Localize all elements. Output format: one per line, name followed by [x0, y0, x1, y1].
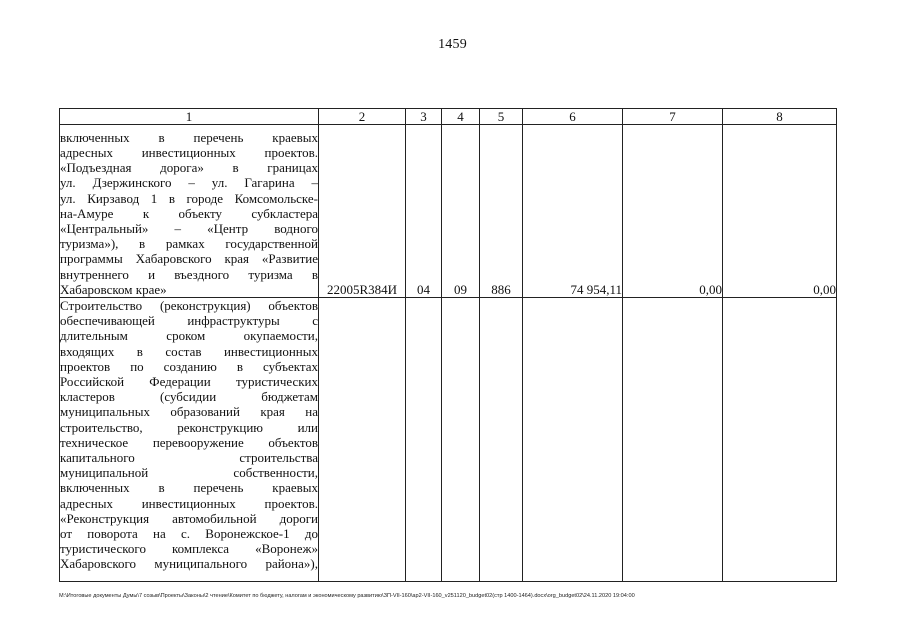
- header-col-2: 2: [319, 109, 406, 125]
- table-row: [60, 298, 837, 582]
- description-line: ул. Дзержинского – ул. Гагарина –: [60, 175, 318, 191]
- description-line: Хабаровского муниципального района»),: [60, 556, 318, 572]
- description-line: адресных инвестиционных проектов.: [60, 495, 318, 511]
- description-line: кластеров (субсидии бюджетам: [60, 389, 318, 405]
- description-line: капитального строительства: [60, 450, 318, 466]
- header-col-1: 1: [60, 109, 319, 125]
- description-line: внутреннего и въездного туризма в: [60, 266, 318, 282]
- description-line: Российской Федерации туристических: [60, 374, 318, 390]
- footer-file-path: M:\Итоговые документы Думы\7 созыв\Проекты\Законы\2 чтение\Комитет по бюджету, налогам и экономическому развитию\ЗП-VII-160\ap2-VII-160_v251120_budget02(стр 1400-1464).docx\org_budget02\24.11.2020 19:04:00: [59, 593, 635, 599]
- description-line: «Центральный» – «Центр водного: [60, 220, 318, 236]
- description-line: туризма»), в рамках государственной: [60, 236, 318, 252]
- amount-col-6: [523, 298, 623, 582]
- section-code: 04: [406, 125, 442, 298]
- header-col-6: 6: [523, 109, 623, 125]
- description-line: от поворота на с. Воронежское-1 до: [60, 526, 318, 542]
- description-line: Строительство (реконструкция) объектов: [60, 298, 318, 313]
- subsection-code: [442, 298, 480, 582]
- description-line: длительным сроком окупаемости,: [60, 328, 318, 344]
- description-line: «Реконструкция автомобильной дороги: [60, 510, 318, 526]
- description-line: строительство, реконструкцию или: [60, 419, 318, 435]
- description-line: адресных инвестиционных проектов.: [60, 144, 318, 160]
- target-code: [319, 298, 406, 582]
- header-col-4: 4: [442, 109, 480, 125]
- description-line: входящих в состав инвестиционных: [60, 343, 318, 359]
- header-col-8: 8: [723, 109, 837, 125]
- page-number: 1459: [438, 37, 467, 52]
- amount-col-8: [723, 298, 837, 582]
- header-col-7: 7: [623, 109, 723, 125]
- description-line: включенных в перечень краевых: [60, 480, 318, 496]
- agency-code: 886: [480, 125, 523, 298]
- description-line: «Подъездная дорога» в границах: [60, 160, 318, 176]
- description-line: программы Хабаровского края «Развитие: [60, 251, 318, 267]
- table-row: [60, 125, 837, 298]
- header-col-5: 5: [480, 109, 523, 125]
- description-line: муниципальных образований края на: [60, 404, 318, 420]
- section-code: [406, 298, 442, 582]
- target-code: 22005R384И: [319, 125, 406, 298]
- description-line: на-Амуре к объекту субкластера: [60, 205, 318, 221]
- header-row: [60, 109, 837, 125]
- description-line: Хабаровском крае»: [60, 281, 167, 297]
- amount-col-7: 0,00: [623, 125, 723, 298]
- description-line: ул. Кирзавод 1 в городе Комсомольске-: [60, 190, 318, 206]
- agency-code: [480, 298, 523, 582]
- amount-col-6: 74 954,11: [523, 125, 623, 298]
- description-line: включенных в перечень краевых: [60, 129, 318, 145]
- header-col-3: 3: [406, 109, 442, 125]
- amount-col-7: [623, 298, 723, 582]
- amount-col-8: 0,00: [723, 125, 837, 298]
- description-line: обеспечивающей инфраструктуры с: [60, 313, 318, 329]
- budget-table: [59, 108, 837, 582]
- description-line: проектов по созданию в субъектах: [60, 358, 318, 374]
- row-description: [60, 298, 319, 582]
- subsection-code: 09: [442, 125, 480, 298]
- row-description: [60, 125, 319, 298]
- description-line: техническое перевооружение объектов: [60, 434, 318, 450]
- description-line: туристического комплекса «Воронеж»: [60, 541, 318, 557]
- description-line: муниципальной собственности,: [60, 465, 318, 481]
